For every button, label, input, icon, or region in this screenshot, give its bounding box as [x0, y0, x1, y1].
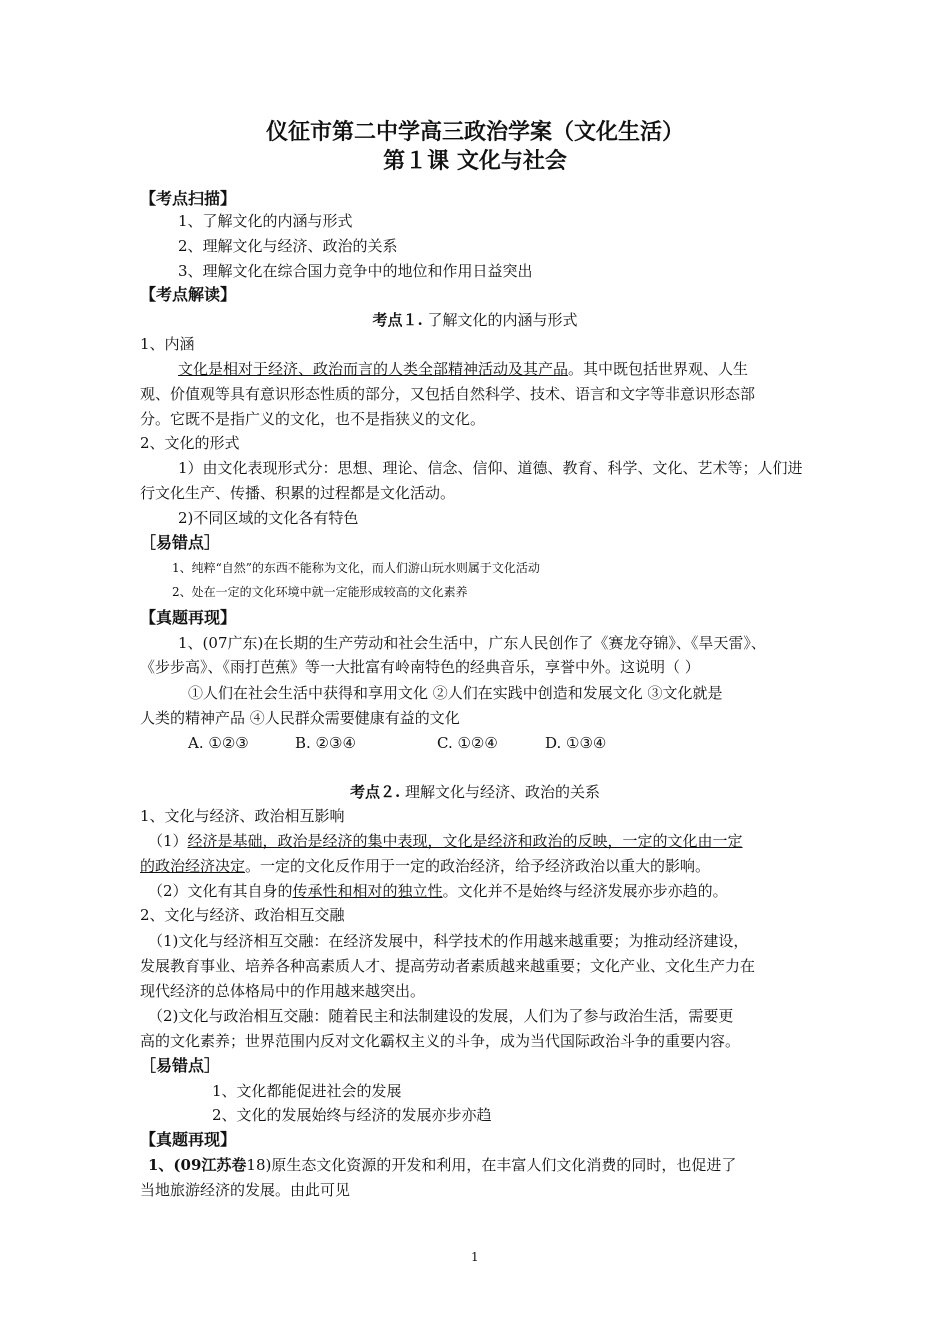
kp1-error-item-1: 1、纯粹“自然”的东西不能称为文化，而人们游山玩水则属于文化活动: [172, 561, 540, 575]
kp2-para1-prefix: （1）: [148, 832, 188, 850]
scan-item-3: 3、理解文化在综合国力竞争中的地位和作用日益突出: [178, 262, 533, 280]
kp1-choice-b: B. ②③④: [295, 734, 356, 752]
kp2-para3-line1: （1)文化与经济相互交融：在经济发展中，科学技术的作用越来越重要；为推动经济建设，: [148, 932, 749, 950]
section-header-scan: 【考点扫描】: [140, 189, 237, 208]
kp2-sub-influence: 1、文化与经济、政治相互影响: [140, 807, 345, 825]
kp1-choice-d: D. ①③④: [545, 734, 607, 752]
kp2-para4-line1: （2)文化与政治相互交融：随着民主和法制建设的发展，人们为了参与政治生活，需要更: [148, 1007, 734, 1025]
kp2-para2: [148, 880, 728, 902]
kp1-para1-line3: 分。它既不是指广义的文化，也不是指狭义的文化。: [140, 410, 486, 428]
kp2-question-text: 18)原生态文化资源的开发和利用，在丰富人们文化消费的同时，也促进了: [246, 1156, 737, 1174]
kp1-para2-line2: 行文化生产、传播、积累的过程都是文化活动。: [140, 484, 456, 502]
kp2-para1-rest: 。一定的文化反作用于一定的政治经济，给予经济政治以重大的影响。: [245, 857, 711, 875]
kp2-heading-text: 理解文化与经济、政治的关系: [405, 783, 601, 801]
kp2-question-line2: 当地旅游经济的发展。由此可见: [140, 1181, 351, 1199]
kp2-exam-header: 【真题再现】: [140, 1130, 237, 1149]
document-title: 仪征市第二中学高三政治学案（文化生活）: [265, 120, 684, 145]
kp1-para1-line1: [178, 358, 748, 380]
kp1-error-item-2: 2、处在一定的文化环境中就一定能形成较高的文化素养: [172, 585, 468, 599]
kp2-error-item-1: 1、文化都能促进社会的发展: [212, 1082, 402, 1100]
kp1-sub-forms: 2、文化的形式: [140, 434, 240, 452]
kp2-para1-line2: [140, 855, 710, 877]
kp1-exam-header: 【真题再现】: [140, 608, 237, 627]
kp1-question-line4: 人类的精神产品 ④人民群众需要健康有益的文化: [140, 709, 460, 727]
kp2-error-header: ［易错点］: [140, 1056, 221, 1075]
kp1-sub-connotation: 1、内涵: [140, 335, 195, 353]
kp2-para2-prefix: （2）文化有其自身的: [148, 882, 293, 900]
kp1-question-line2: 《步步高》、《雨打芭蕉》等一大批富有岭南特色的经典音乐，享誉中外。这说明（ ）: [140, 658, 700, 676]
kp1-para1-rest: 。其中既包括世界观、人生: [568, 360, 749, 378]
kp1-para3: 2)不同区域的文化各有特色: [178, 509, 359, 527]
kp2-para4-line2: 高的文化素养；世界范围内反对文化霸权主义的斗争，成为当代国际政治斗争的重要内容。: [140, 1032, 741, 1050]
kp1-heading-number: 考点１.: [372, 311, 423, 329]
kp1-para2-line1: 1）由文化表现形式分：思想、理论、信念、信仰、道德、教育、科学、文化、艺术等；人们进: [178, 459, 803, 477]
kp1-question-line3: ①人们在社会生活中获得和享用文化 ②人们在实践中创造和发展文化 ③文化就是: [188, 684, 723, 702]
scan-item-2: 2、理解文化与经济、政治的关系: [178, 237, 398, 255]
kp2-error-item-2: 2、文化的发展始终与经济的发展亦步亦趋: [212, 1106, 492, 1124]
kp2-para1-underlined-b: 的政治经济决定: [140, 857, 246, 875]
section-header-read: 【考点解读】: [140, 285, 237, 304]
kp1-heading-text: 了解文化的内涵与形式: [427, 311, 578, 329]
kp2-question-line1: [148, 1154, 736, 1176]
page-number: 1: [471, 1250, 479, 1264]
kp2-question-source: 1、(09江苏卷: [148, 1156, 247, 1174]
kp2-sub-integration: 2、文化与经济、政治相互交融: [140, 906, 345, 924]
kp1-error-header: ［易错点］: [140, 533, 221, 552]
kp2-heading: [0, 781, 950, 803]
kp2-para3-line3: 现代经济的总体格局中的作用越来越突出。: [140, 982, 426, 1000]
kp2-para2-underlined: 传承性和相对的独立性: [292, 882, 443, 900]
kp2-para1-underlined-a: 经济是基础，政治是经济的集中表现，文化是经济和政治的反映，一定的文化由一定: [187, 832, 743, 850]
kp2-heading-number: 考点２.: [349, 783, 401, 801]
kp1-heading: [0, 309, 950, 331]
kp1-definition-underlined: 文化是相对于经济、政治而言的人类全部精神活动及其产品: [178, 360, 569, 378]
scan-item-1: 1、了解文化的内涵与形式: [178, 212, 353, 230]
kp1-para1-line2: 观、价值观等具有意识形态性质的部分，又包括自然科学、技术、语言和文字等非意识形态部: [140, 385, 756, 403]
kp2-para2-rest: 。文化并不是始终与经济发展亦步亦趋的。: [442, 882, 728, 900]
lesson-title: 第１课 文化与社会: [383, 149, 567, 174]
kp2-para1-line1: [148, 830, 743, 852]
kp2-para3-line2: 发展教育事业、培养各种高素质人才、提高劳动者素质越来越重要；文化产业、文化生产力在: [140, 957, 756, 975]
kp1-question-line1: 1、(07广东)在长期的生产劳动和社会生活中，广东人民创作了《赛龙夺锦》、《旱天雷》、: [178, 634, 766, 652]
kp1-choice-a: A. ①②③: [188, 734, 249, 752]
kp1-choice-c: C. ①②④: [437, 734, 498, 752]
